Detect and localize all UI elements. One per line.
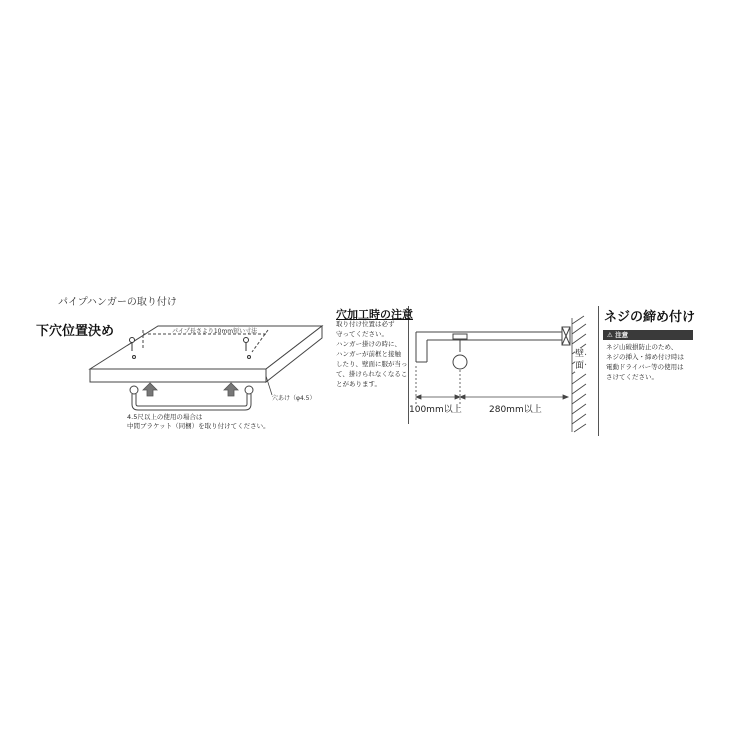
section-title: パイプハンガーの取り付け [58,297,177,308]
wall-hatch [572,316,586,432]
screw-caution-line: 電動ドライバー等の使用は [606,363,684,371]
screw-caution-line: ネジ山破損防止のため、 [606,343,678,351]
caution-line: したり、壁面に服が当っ [336,360,408,368]
left-panel-heading: 下穴位置決め [36,324,115,339]
caution-line: ハンガー掛けの時に、 [336,340,401,348]
caution-line: とがあります。 [336,380,381,388]
up-arrow-icon [143,383,238,396]
right-panel-heading: ネジの締め付け [604,310,696,325]
screw-caution-line: さけてください。 [606,373,658,381]
caution-line: ハンガーが前框と接触 [336,350,401,358]
caution-line: 守ってください。 [336,330,388,338]
hanger-section-drawing [416,327,570,369]
mid-bracket-note-line2: 中間ブラケット（同梱）を取り付けてください。 [127,422,270,430]
caution-badge: ⚠ 注意 [603,330,693,340]
mid-bracket-note-line1: 4.5尺以上の使用の場合は [127,413,203,421]
panel-divider-right [598,306,599,436]
dimension-lines [416,366,568,404]
board-dimension-label: パイプ長さより10mm短い寸法 [172,328,258,335]
screw-caution-line: ネジの挿入・締め付け時は [606,353,684,361]
dimension-100mm: 100mm以上 [409,405,462,415]
dimension-280mm: 280mm以上 [489,405,542,415]
wall-label: 壁面 [575,349,585,371]
caution-line: て、掛けられなくなるこ [336,370,408,378]
hole-label: 穴あけ（φ4.5） [272,395,316,402]
middle-panel-heading: 穴加工時の注意 [336,308,413,321]
caution-line: 取り付け位置は必ず [336,320,395,328]
